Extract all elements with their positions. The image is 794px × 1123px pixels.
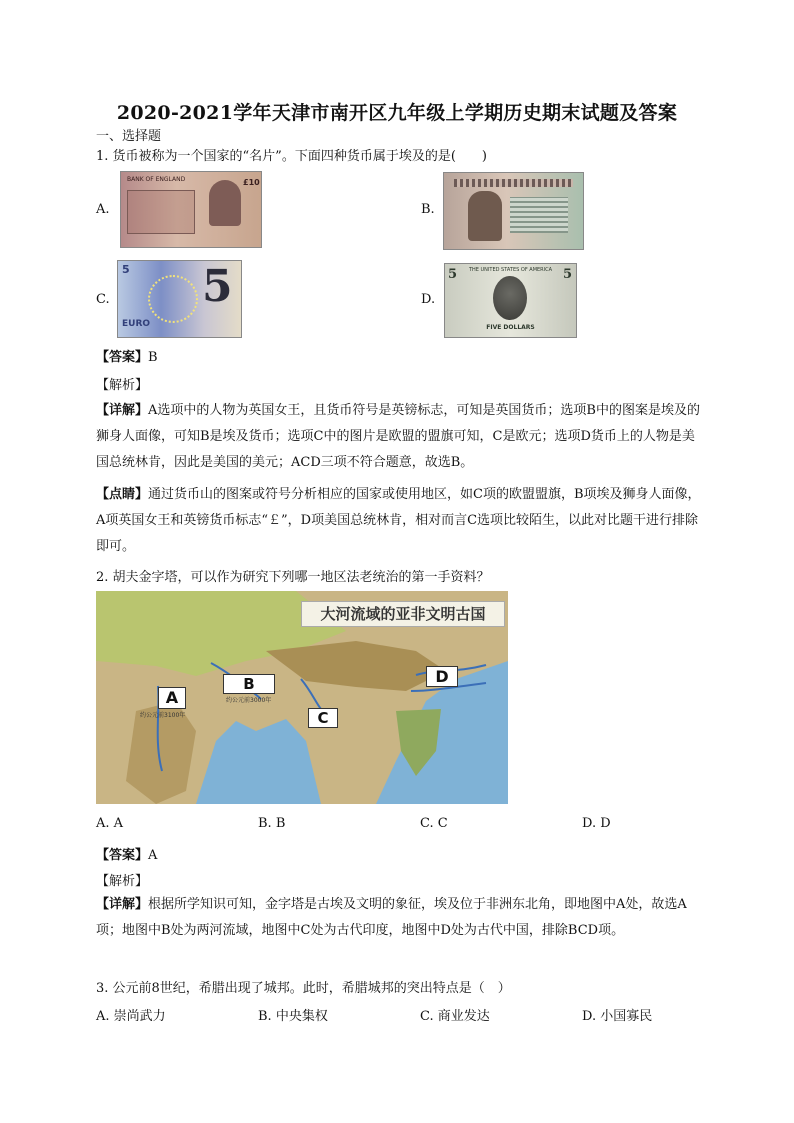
q2-detail-text: 根据所学知识可知，金字塔是古埃及文明的象征，埃及位于非洲东北角，即地图中A处，故选A项；地图中B处为两河流域，地图中C处为古代印度，地图中D处为古代中国，排除BCD项。 [96, 897, 687, 938]
q2-stem: 2. 胡夫金字塔，可以作为研究下列哪一地区法老统治的第一手资料？ [96, 570, 490, 585]
map-label-c: C [308, 708, 338, 728]
map-label-b: B [223, 674, 275, 694]
q3-option-c: C. 商业发达 [420, 1009, 490, 1024]
q1-option-d-label: D. [421, 292, 436, 307]
q2-option-d: D. D [582, 816, 611, 831]
euro-label: EURO [122, 319, 151, 329]
us-banknote-image[interactable] [444, 263, 577, 338]
q3-option-d: D. 小国寡民 [582, 1009, 653, 1024]
sphinx-icon [468, 191, 502, 241]
q2-detail-label: 【详解】 [96, 897, 149, 912]
q1-comment-text: 通过货币山的图案或符号分析相应的国家或使用地区，如C项的欧盟盟旗，B项埃及狮身人面像，A项英国女王和英镑货币标志“￡”，D项美国总统林肯，相对而言C选项比较陌生，以此对比题干进行排除即可。 [96, 487, 701, 554]
eu-stars-icon [148, 275, 198, 323]
q1-detail-text: A选项中的人物为英国女王，且货币符号是英镑标志，可知是英国货币；选项B中的图案是埃及的狮身人面像，可知B是埃及货币；选项C中的图片是欧盟的盟旗可知，C是欧元；选项D货币上的人物是美国总统林肯，因此是美国的美元；ACD三项不符合题意，故选B。 [96, 403, 700, 470]
q1-comment-label: 【点睛】 [96, 487, 149, 502]
euro-large-value: 5 [202, 261, 233, 312]
euro-banknote-image[interactable] [117, 260, 242, 338]
section-heading: 一、选择题 [96, 129, 162, 144]
q1-stem: 1. 货币被称为一个国家的“名片”。下面四种货币属于埃及的是( ) [96, 149, 487, 164]
q1-answer-value: B [148, 350, 158, 365]
q1-option-c-label: C. [96, 292, 110, 307]
uk-banknote-image[interactable] [120, 171, 262, 248]
map-title: 大河流域的亚非文明古国 [301, 601, 505, 627]
us-corner-value: 5 [448, 267, 458, 282]
q2-answer [96, 844, 157, 863]
euro-small-value: 5 [122, 263, 130, 276]
q1-detail-label: 【详解】 [96, 403, 149, 418]
map-date-b: 约公元前3000年 [226, 697, 272, 704]
river-civilization-map[interactable] [96, 591, 508, 804]
lincoln-portrait-icon [493, 276, 527, 320]
q1-option-a-label: A. [96, 202, 110, 217]
page-title: 2020-2021学年天津市南开区九年级上学期历史期末试题及答案 [116, 102, 678, 124]
us-corner-value-right: 5 [563, 267, 573, 282]
q1-answer [96, 346, 158, 365]
map-label-d: D [426, 666, 458, 687]
q2-answer-label: 【答案】 [96, 848, 149, 863]
q2-analysis-label: 【解析】 [96, 874, 149, 889]
uk-note-panel [127, 190, 195, 234]
uk-note-value: £10 [243, 178, 260, 187]
egypt-note-border [454, 179, 573, 187]
queen-portrait-icon [209, 180, 241, 226]
map-date-a: 约公元前3100年 [140, 712, 186, 719]
egypt-banknote-image[interactable] [443, 172, 584, 250]
uk-bank-name: BANK OF ENGLAND [127, 176, 186, 183]
q2-option-b: B. B [258, 816, 286, 831]
us-bank-name: THE UNITED STATES OF AMERICA [468, 267, 553, 273]
q2-answer-value: A [148, 848, 158, 863]
q3-stem: 3. 公元前8世纪，希腊出现了城邦。此时，希腊城邦的突出特点是（ ） [96, 981, 511, 996]
q1-option-b-label: B. [421, 202, 435, 217]
q1-comment [96, 482, 702, 560]
q2-option-c: C. C [420, 816, 448, 831]
q1-detail [96, 398, 702, 476]
map-label-a: A [158, 687, 186, 709]
q1-answer-label: 【答案】 [96, 350, 149, 365]
us-note-word: FIVE DOLLARS [486, 324, 535, 331]
q3-option-a: A. 崇尚武力 [96, 1009, 166, 1024]
q1-analysis-label: 【解析】 [96, 378, 149, 393]
q3-option-b: B. 中央集权 [258, 1009, 328, 1024]
q2-option-a: A. A [96, 816, 124, 831]
q2-detail [96, 892, 702, 944]
egypt-note-pattern [510, 197, 568, 233]
